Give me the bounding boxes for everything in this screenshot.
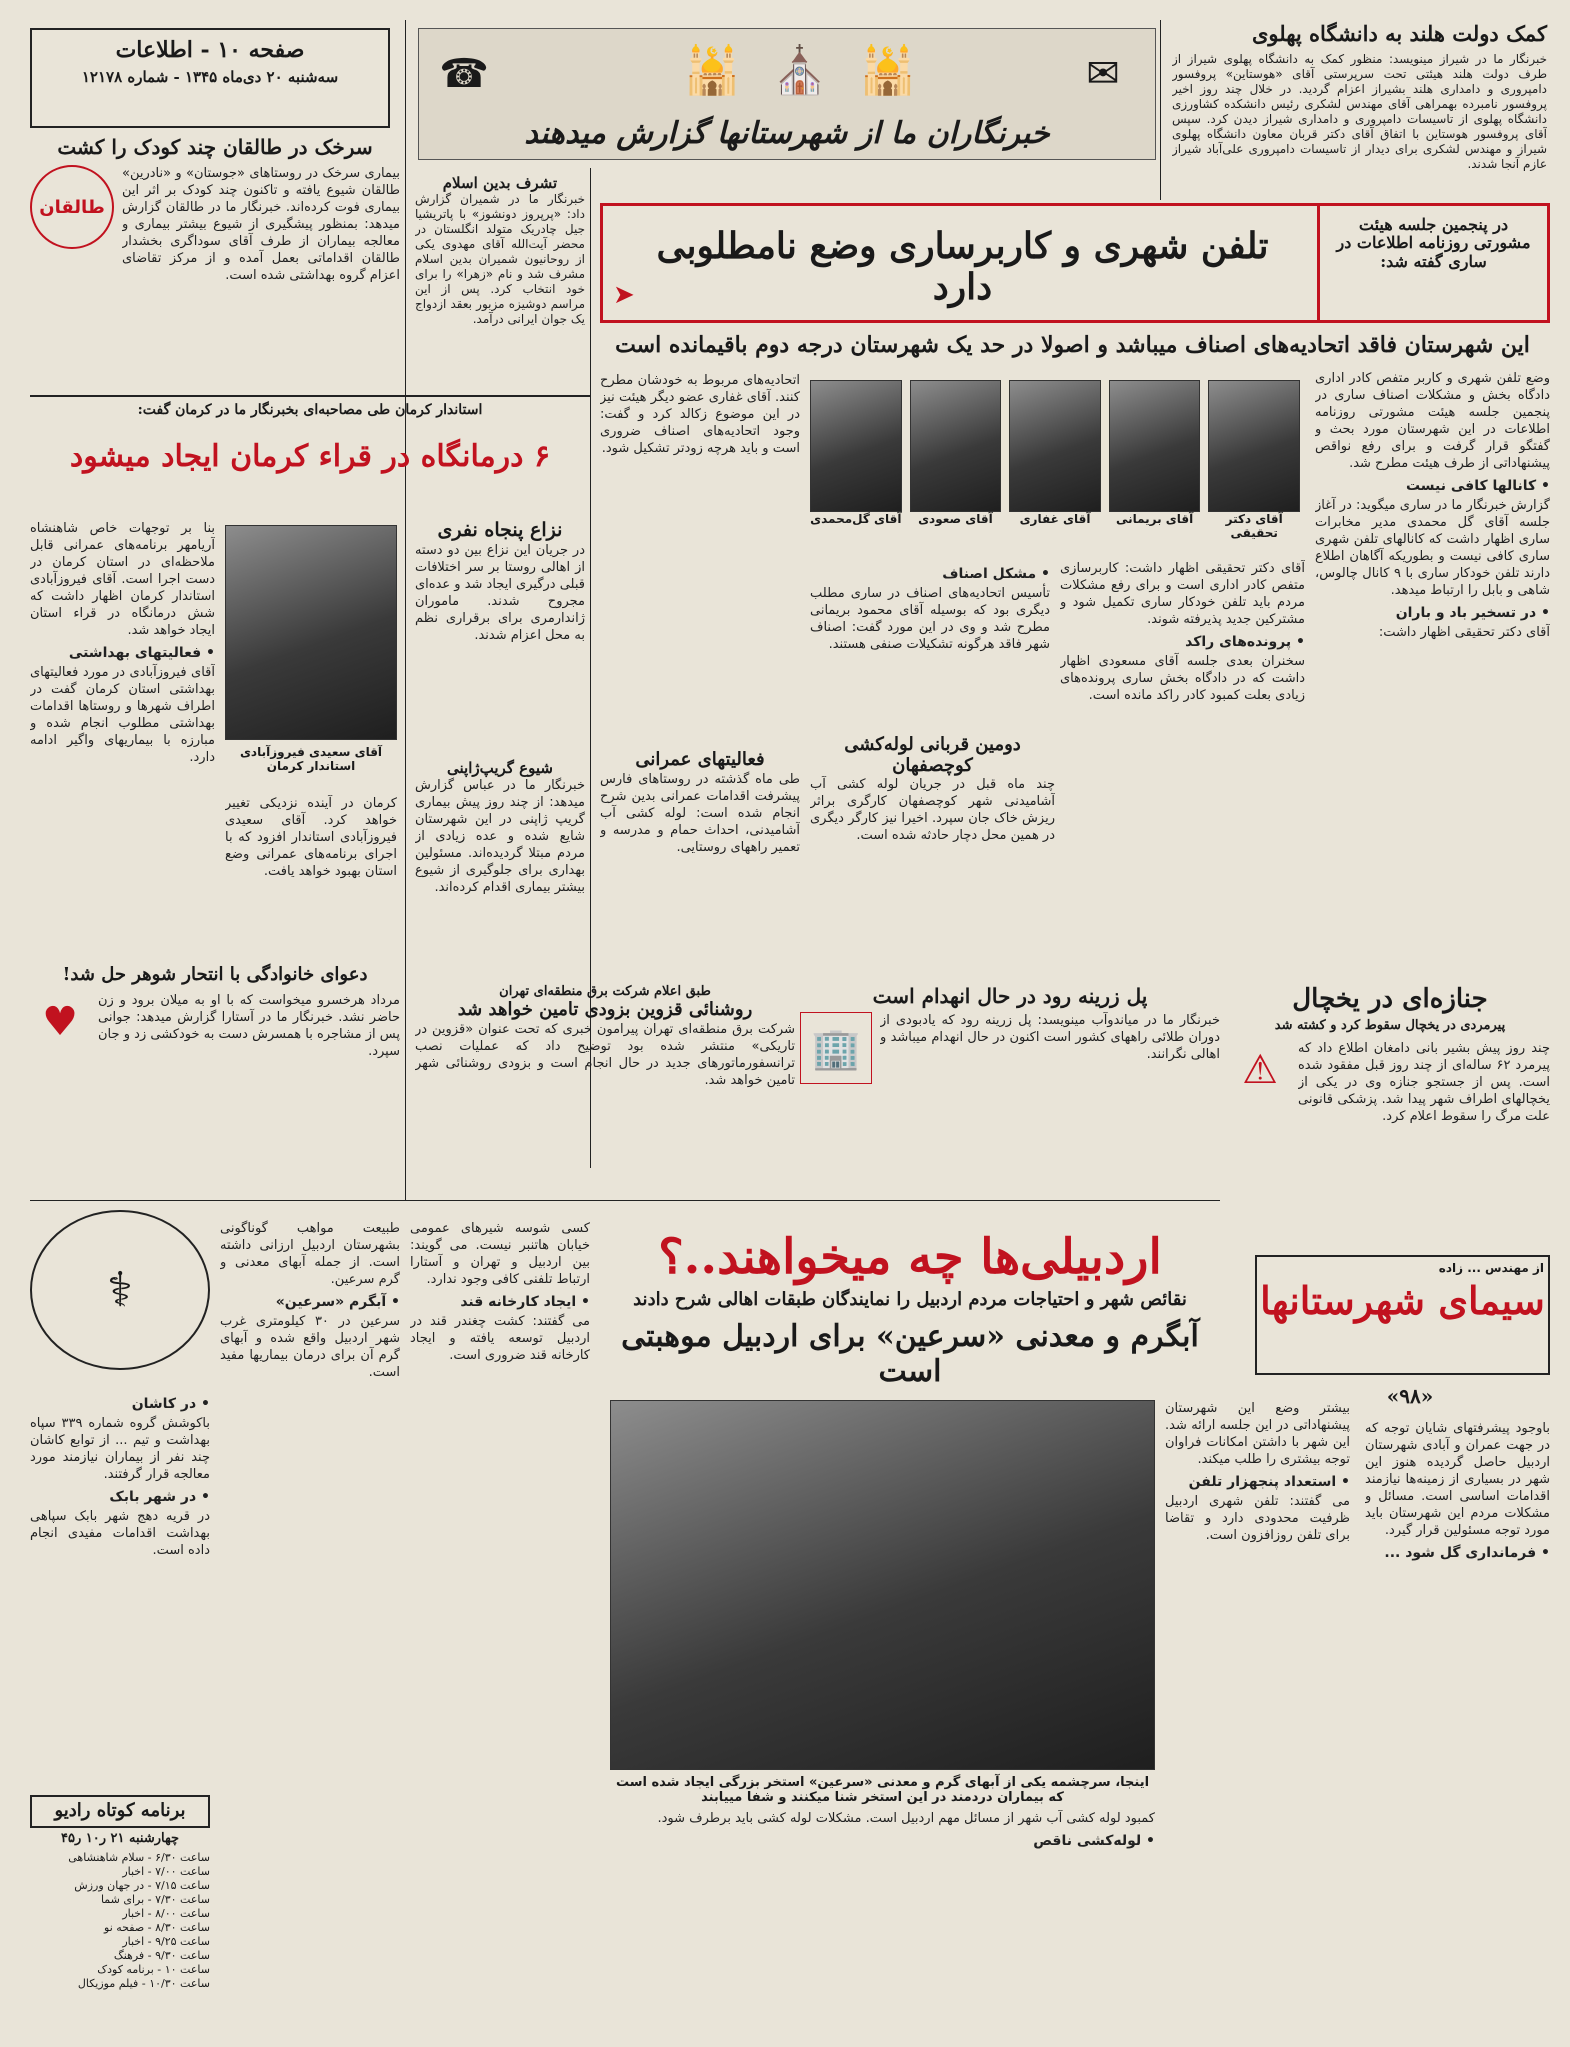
portrait-photo <box>1208 380 1300 512</box>
meeting-body5: آقای دکتر تحقیقی اظهار داشت: <box>1378 625 1550 640</box>
kerman-left-col <box>30 520 215 970</box>
health-corps-stamp <box>30 1210 210 1370</box>
banner-title: خبرنگاران ما از شهرستانها گزارش میدهند <box>524 115 1050 151</box>
cotton-headline: نزاع پنجاه نفری <box>437 519 563 541</box>
sima-number: «۹۸» <box>1386 1384 1434 1408</box>
kerman-sub1: • فعالیتهای بهداشتی <box>68 645 215 661</box>
ardabil-subhead2: آبگرم و معدنی «سرعین» برای اردبیل موهبتی است <box>621 1319 1199 1389</box>
radio-item: ساعت ۱۰ - برنامه کودک <box>97 1962 210 1976</box>
meeting-sidebox <box>1317 206 1547 320</box>
portrait-photo <box>910 380 1002 512</box>
qazvin-label: طبق اعلام شرکت برق منطقه‌ای تهران <box>499 984 711 999</box>
meeting-headline-box <box>600 203 1550 323</box>
meeting-sidebox-text: در پنجمین جلسه هیئت مشورتی روزنامه اطلاعات در ساری گفته شد: <box>1336 215 1531 271</box>
ardabil-col3b: سرعین در ۳۰ کیلومتری غرب شهر اردبیل واقع شده و آبهای گرم آن برای درمان بیماریها مفید است. <box>220 1314 400 1380</box>
mosque-skyline-icon: 🕌 ⛪ 🕌 <box>683 42 925 97</box>
meeting-col-mid2 <box>810 560 1050 720</box>
netherlands-body: خبرنگار ما در شیراز مینویسد: منظور کمک به دانشگاه پهلوی شیراز از طرف دولت هلند هیئتی تحت سرپرستی آقای «هوستاین» پروفسور دامپروری و دامداری هلند بشیراز اعزام گردید. در خلال چند روز اخیر پروفسور نامبرده بهمراهی آقای مهندس لشکری رئیس دانشکده کشاورزی دانشگاه پهلوی از تاسیسات دامپروری و دامداری شیراز دیدن کرد. سپس آقای پروفسور هوستاین با اتفاق آقای دکتر قربان معاون دانشگاه پهلوی شیراز و مهندس لشکری برای دیدار از تاسیسات دامپروری علی‌آباد شیراز عازم آنجا شدند. <box>1172 52 1547 172</box>
civil-headline: فعالیتهای عمرانی <box>635 749 765 770</box>
kerman-headline: ۶ درمانگاه در قراء کرمان ایجاد میشود <box>69 439 551 474</box>
portrait-photo <box>1109 380 1201 512</box>
portrait-caption: آقای گل‌محمدی <box>810 512 902 526</box>
flu-story <box>415 760 585 970</box>
fridge-story <box>1230 985 1550 1245</box>
ardabil-col1 <box>1165 1400 1350 2040</box>
kerman-bottom: کرمان در آینده نزدیکی تغییر خواهد کرد. آقای سعیدی فیروزآبادی استاندار افزود که با اجرای برنامه‌های عمرانی وضع استان بهبود خواهد یافت. <box>225 796 397 879</box>
ardabil-col1-text: بیشتر وضع این شهرستان پیشنهاداتی در این جلسه ارائه شد. این شهر با داشتن امکانات فراوان توجه بیشتری را طلب میکند. <box>1165 1401 1350 1467</box>
portrait <box>1208 380 1300 550</box>
cotton-body: در جریان این نزاع بین دو دسته از اهالی روستا بر سر اختلافات قبلی درگیری ایجاد شد و عده‌ای مجروح شدند. ماموران ژاندارمری برای برقراری نظم به محل اعزام شدند. <box>415 542 585 643</box>
radio-item: ساعت ۶/۳۰ - سلام شاهنشاهی <box>68 1850 210 1864</box>
meeting-body2: آقای دکتر تحقیقی اظهار داشت: کاربرسازی متفص کادر اداری است و برای رفع مشکلات مردم باید تلفن خودکار ساری تکمیل شود و مشترکین جدید پذیرفته شوند. <box>1060 561 1305 627</box>
page-label: صفحه ۱۰ - اطلاعات <box>115 37 305 63</box>
meeting-sub2: • مشکل اصناف <box>942 566 1050 582</box>
meeting-sub1: • کانالها کافی نیست <box>1405 478 1550 494</box>
cotton-story <box>415 520 585 750</box>
family-headline: دعوای خانوادگی با انتحار شوهر حل شد! <box>62 964 368 985</box>
sima-byline: از مهندس ... زاده <box>1438 1261 1544 1275</box>
kashan-body1: باکوشش گروه شماره ۳۳۹ سپاه بهداشت و تیم ... از توابع کاشان چند نفر از بیماران نیازمند مورد معالجه قرار گرفتند. <box>30 1416 210 1482</box>
arrow-icon: ➤ <box>613 280 635 310</box>
meeting-subhead: این شهرستان فاقد اتحادیه‌های اصناف میباشد و اصولا در حد یک شهرستان درجه دوم باقیمانده است <box>615 332 1530 358</box>
portrait-caption: آقای دکتر تحقیقی <box>1225 512 1283 540</box>
ardabil-col3-text: طبیعت مواهب گوناگونی بشهرستان اردبیل ارزانی داشته است. از جمله آبهای معدنی و گرم سرعین. <box>220 1221 400 1287</box>
sarein-caption: اینجا، سرچشمه یکی از آبهای گرم و معدنی «سرعین» استخر بزرگی ایجاد شده است که بیماران دردمند در این استخر شنا میکنند و شفا مییابند <box>615 1775 1150 1805</box>
kerman-label: استاندار کرمان طی مصاحبه‌ای بخبرنگار ما در کرمان گفت: <box>137 402 483 418</box>
masthead-box <box>30 28 390 128</box>
kerman-body1: آقای فیروزآبادی در مورد فعالیتهای بهداشتی استان کرمان گفت در اطراف شهرها و روستاها اقدامات بهداشتی مطلوب انجام شده و مبارزه با بیماریهای واگیر ادامه دارد. <box>30 665 215 765</box>
sima-sub: • فرمانداری گل شود ... <box>1384 1545 1550 1561</box>
meeting-body1: گزارش خبرنگار ما در ساری میگوید: در آغاز جلسه آقای گل محمدی مدیر مخابرات ساری اظهار داشت که کانالهای تلفن شهری ساری کافی نیست و بطوریکه آگاهان اطلاع دارند تلفن خودکار ساری با ۹ کانال چالوس، شاهی و بابل را ارتباط میدهد. <box>1315 498 1550 598</box>
taleqan-logo-icon: طالقان <box>30 165 114 249</box>
netherlands-headline: کمک دولت هلند به دانشگاه پهلوی <box>1251 21 1547 46</box>
portrait-caption: آقای بریمانی <box>1115 512 1194 526</box>
flu-body: خبرنگار ما در عباس گزارش میدهد: از چند روز پیش بیماری گریپ ژاپنی در این شهرستان شایع شده و عده زیادی از مردم مبتلا گردیده‌اند. مسئولین بهداری برای جلوگیری از شیوع بیشتر بیماری اقدام کرده‌اند. <box>415 778 585 896</box>
ardabil-sub1: • استعداد پنجهزار تلفن <box>1188 1474 1350 1490</box>
measles-headline: سرخک در طالقان چند کودک را کشت <box>57 135 373 159</box>
qazvin-body: شرکت برق منطقه‌ای تهران پیرامون خبری که تحت عنوان «قزوین در تاریکی» منتشر شده بود توضیح داد که عملیات نصب ترانسفورماتورهای جدید در حال انجام است و بزودی روشنائی شهر تامین خواهد شد. <box>415 1021 795 1088</box>
radio-item: ساعت ۷/۰۰ - اخبار <box>122 1864 210 1878</box>
meeting-headline: تلفن شهری و کاربرساری وضع نامطلوبی دارد <box>656 225 1269 309</box>
ardabil-col2b: می گفتند: کشت چغندر قند در اردبیل توسعه یافته و ایجاد کارخانه قند ضروری است. <box>410 1314 590 1363</box>
radio-item: ساعت ۸/۳۰ - صفحه نو <box>104 1920 210 1934</box>
meeting-col-mid <box>1060 560 1305 960</box>
governor-photo <box>225 525 397 740</box>
portrait <box>910 380 1002 550</box>
sima-box <box>1255 1255 1550 1375</box>
meeting-body3: تأسیس اتحادیه‌های اصناف در ساری مطلب دیگری بود که بوسیله آقای محمود بریمانی مطرح شد و وی در این مورد گفت: اصناف شهر فاقد هرگونه تشکیلات صنفی هستند. <box>810 586 1050 652</box>
ardabil-col2 <box>410 1220 590 2040</box>
family-body: مرداد هرخسرو میخواست که با او به میلان برود و زن حاضر نشد. خبرنگار ما در آستارا گزارش میدهد: جوانی پس از مشاجره با همسرش دست به خودکشی زد و جان سپرد. <box>98 992 400 1059</box>
bridge-body: خبرنگار ما در میاندوآب مینویسد: پل زرینه رود که یادبودی از دوران طلائی راههای کشور است اکنون در حال انهدام میباشد و اهالی نگرانند. <box>880 1013 1220 1062</box>
radio-box <box>30 1795 210 2040</box>
radio-list <box>30 1851 210 1991</box>
ardabil-sub4: • لوله‌کشی ناقص <box>1033 1833 1155 1849</box>
kerman-body: بنا بر توجهات خاص شاهنشاه آریامهر برنامه‌های عمرانی قابل ملاحظه‌ای در استان کرمان در دست اجرا است. آقای فیروزآبادی استاندار کرمان اظهار داشت که شش درمانگاه در قراء استان ایجاد خواهد شد. <box>30 521 215 638</box>
portrait <box>1109 380 1201 550</box>
pipeline-story <box>810 735 1055 970</box>
kashan-sub1: • در کاشان <box>131 1396 210 1412</box>
islam-story <box>415 175 585 375</box>
ardabil-col4 <box>600 1810 1155 2040</box>
sima-body-col <box>1365 1420 1550 2040</box>
radio-date: چهارشنبه ۲۱ ر۱۰ ر۴۵ <box>60 1830 180 1846</box>
portrait-caption: آقای غفاری <box>1019 512 1091 526</box>
portraits-row <box>810 380 1300 550</box>
meeting-sub4: • در تسخیر باد و باران <box>1395 605 1550 621</box>
envelope-icon: ✉ <box>1086 51 1120 97</box>
portrait <box>810 380 902 550</box>
radio-item: ساعت ۱۰/۳۰ - فیلم موزیکال <box>77 1976 210 1990</box>
building-icon: 🏢 <box>800 1012 872 1084</box>
radio-item: ساعت ۸/۰۰ - اخبار <box>122 1906 210 1920</box>
radio-item: ساعت ۹/۲۵ - اخبار <box>122 1934 210 1948</box>
couple-illustration-icon: ♥ <box>42 998 78 1045</box>
portrait-caption: آقای صعودی <box>918 512 993 526</box>
banner <box>418 28 1156 160</box>
civil-body: طی ماه گذشته در روستاهای فارس پیشرفت اقدامات عمرانی بدین شرح انجام شده است: لوله کشی آب آشامیدنی، احداث حمام و مدرسه و تعمیر راههای روستایی. <box>600 771 800 855</box>
fridge-body: چند روز پیش بشیر بانی دامغان اطلاع داد که پیرمرد ۶۲ ساله‌ای از چند روز قبل مفقود شده است. پس از جستجو جنازه وی در یکی از یخچالهای اطراف شهر پیدا شد. پزشکی قانونی علت مرگ را سقوط اعلام کرد. <box>1298 1040 1550 1124</box>
measles-body: بیماری سرخک در روستاهای «جوستان» و «نادرین» طالقان شیوع یافته و تاکنون چند کودک بر اثر این بیماری فوت کرده‌اند. خبرنگار ما در طالقان گزارش میدهد: بمنظور پیشگیری از شیوع بیشتر بیماری و معالجه بیماران از طرف آقای سوداگری بخشدار طالقان اقداماتی بعمل آمده و از مرکز تقاضای اعزام گروه بهداشتی شده است. <box>122 166 400 283</box>
ardabil-headline: اردبیلی‌ها چه میخواهند..؟ <box>658 1229 1162 1285</box>
meeting-body4: سخنران بعدی جلسه آقای مسعودی اظهار داشت که در دادگاه بخش ساری پرونده‌های زیادی بعلت کمبود کادر راکد مانده است. <box>1060 654 1305 703</box>
islam-headline: تشرف بدین اسلام <box>442 174 558 192</box>
issue-date: سه‌شنبه ۲۰ دی‌ماه ۱۳۴۵ - شماره ۱۲۱۷۸ <box>81 68 339 87</box>
portrait-photo <box>1009 380 1101 512</box>
netherlands-story <box>1172 22 1547 197</box>
sima-body: باوجود پیشرفتهای شایان توجه که در جهت عمران و آبادی شهرستان اردبیل حاصل گردیده هنوز این شهر در بسیاری از زمینه‌ها نیازمند اقدامات اساسی است. مسائل و مشکلات مردم این شهرستان باید مورد توجه مسئولین قرار گیرد. <box>1365 1421 1550 1538</box>
radio-item: ساعت ۷/۱۵ - در جهان ورزش <box>74 1878 210 1892</box>
qazvin-story <box>415 985 795 1195</box>
qazvin-headline: روشنائی قزوین بزودی تامین خواهد شد <box>457 998 753 1020</box>
civil-story <box>600 560 800 980</box>
fridge-subhead: پیرمردی در یخچال سقوط کرد و کشته شد <box>1274 1017 1506 1033</box>
meeting-sub3: • پرونده‌های راکد <box>1185 634 1305 650</box>
kashan-body2: در قریه دهج شهر بابک سپاهی بهداشت اقدامات مفیدی انجام داده است. <box>30 1509 210 1558</box>
ardabil-sub3: • آبگرم «سرعین» <box>275 1294 400 1310</box>
kashan-sub2: • در شهر بابک <box>109 1489 210 1505</box>
fridge-illustration-icon: ⚠ <box>1242 1046 1278 1093</box>
flu-headline: شیوع گریپ‌ژاپنی <box>447 759 553 777</box>
governor-caption: آقای سعیدی فیروزآبادی استاندار کرمان <box>239 745 383 773</box>
ardabil-col4-text: کمبود لوله کشی آب شهر از مسائل مهم اردبیل است. مشکلات لوله کشی باید برطرف شود. <box>657 1811 1155 1826</box>
sarein-pool-photo <box>610 1400 1155 1770</box>
kashan-col <box>30 1390 210 1790</box>
ardabil-col1b: می گفتند: تلفن شهری اردبیل ظرفیت محدودی دارد و تقاضا برای تلفن روزافزون است. <box>1165 1494 1350 1543</box>
ardabil-col2-text: کسی شوسه شیرهای عمومی خیابان هاتنبر نیست. می گویند: بین اردبیل و تهران و آستارا ارتباط تلفنی کافی وجود ندارد. <box>410 1221 590 1287</box>
sima-title: سیمای شهرستانها <box>1260 1278 1545 1323</box>
portrait <box>1009 380 1101 550</box>
radio-item: ساعت ۷/۳۰ - برای شما <box>100 1892 210 1906</box>
fridge-headline: جنازه‌ای در یخچال <box>1292 984 1488 1014</box>
bridge-headline: پل زرینه رود در حال انهدام است <box>872 984 1148 1008</box>
guilds-col: اتحادیه‌های مربوط به خودشان مطرح کنند. آقای غفاری عضو دیگر هیئت نیز در این موضوع زکالد کرد و گفت: وجود اتحادیه‌های اصناف ضروری است و باید هرچه زودتر تشکیل شود. <box>600 373 800 456</box>
pipeline-headline: دومین قربانی لوله‌کشی کوچصفهان <box>844 734 1021 776</box>
radio-item: ساعت ۹/۳۰ - فرهنگ <box>113 1948 210 1962</box>
ardabil-sub2: • ایجاد کارخانه قند <box>460 1294 590 1310</box>
radio-title: برنامه کوتاه رادیو <box>30 1795 210 1828</box>
meeting-intro: وضع تلفن شهری و کاربر متفص کادر اداری دادگاه بخش و مشکلات اصناف ساری در پنجمین جلسه هیئت مشورتی روزنامه اطلاعات در این شهرستان مورد بحث و گفتگو قرار گرفت و برای رفع نواقص پیشنهاداتی از طرف هیئت مطرح شد. <box>1315 371 1550 471</box>
family-story <box>30 965 400 1195</box>
portrait-photo <box>810 380 902 512</box>
pipeline-body: چند ماه قبل در جریان لوله کشی آب آشامیدنی شهر کوچصفهان کارگری براثر ریزش خاک جان سپرد. اخیرا نیز کارگر دیگری در همین محل دچار حادثه شده است. <box>810 777 1055 844</box>
ardabil-subhead1: نقائص شهر و احتیاجات مردم اردبیل را نمایندگان طبقات اهالی شرح دادند <box>633 1289 1187 1310</box>
islam-body: خبرنگار ما در شمیران گزارش داد: «پرپروز دونشوز» با پاتریشیا جیل چادریک متولد انگلستان در محضر آیت‌الله آقای مهدوی یکی از روحانیون شمیران بدین اسلام مشرف شد و نام «زهرا» را برای خود انتخاب کرد. پس از این مراسم دوشیزه مزبور بعقد ازدواج یک جوان ایرانی درآمد. <box>415 192 585 327</box>
telephone-icon: ☎ <box>439 51 489 97</box>
measles-story <box>30 130 400 385</box>
iran-map-icon: ⚕ <box>107 1262 133 1318</box>
meeting-col-right <box>1315 370 1550 970</box>
bridge-story <box>800 985 1220 1195</box>
ardabil-col3 <box>220 1220 400 2040</box>
